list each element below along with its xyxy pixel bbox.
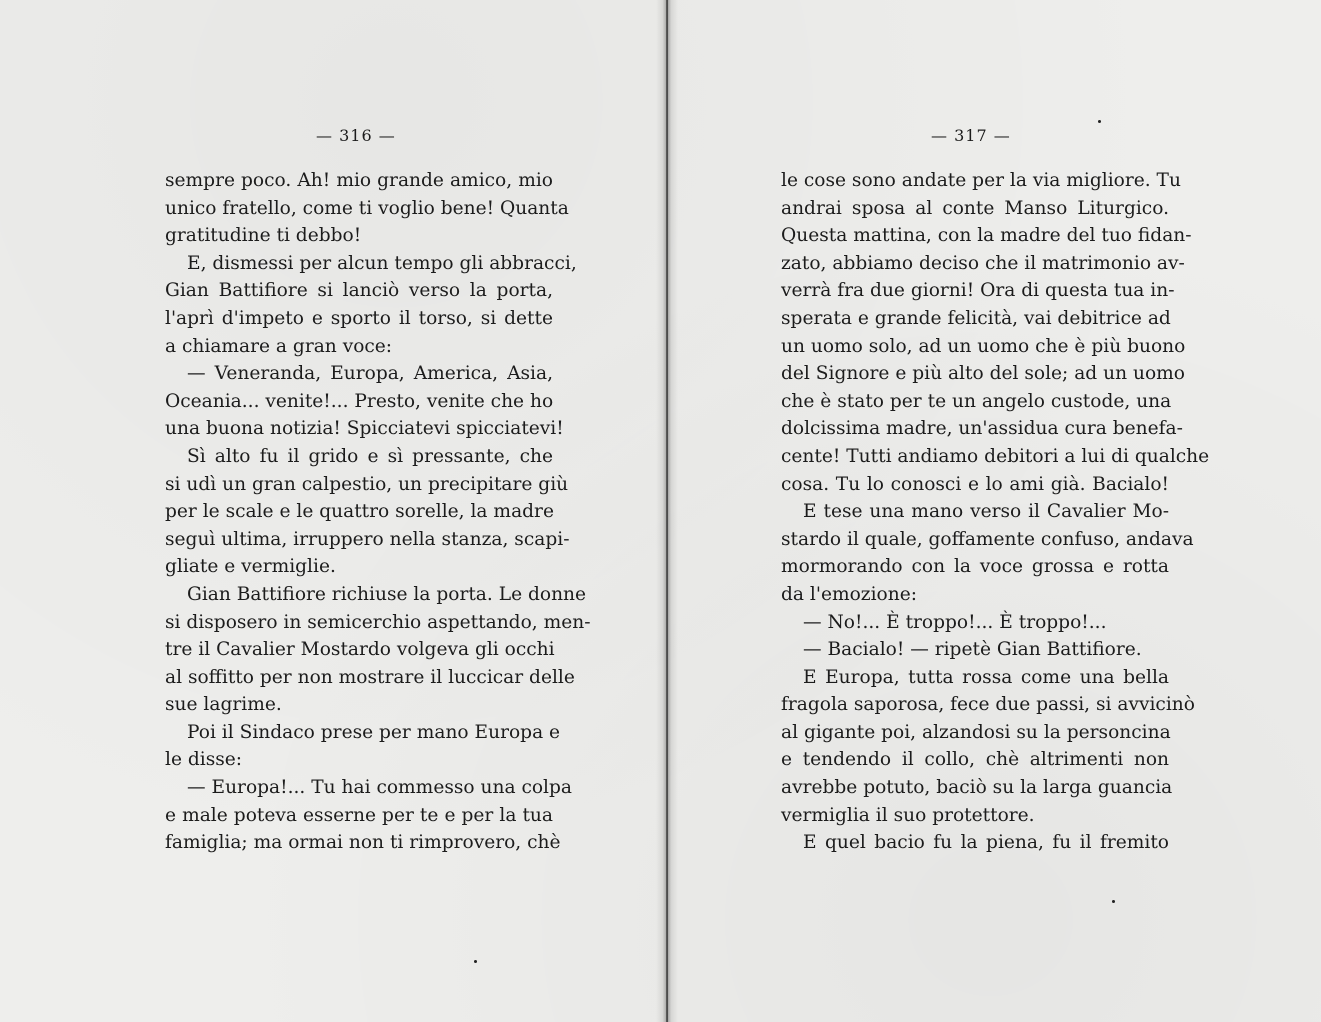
text-line: che è stato per te un angelo custode, una: [781, 390, 1172, 412]
text-line: seguì ultima, irruppero nella stanza, scapi-: [165, 528, 570, 550]
text-line: E tese una mano verso il Cavalier Mo-: [803, 501, 1169, 523]
text-line: — Europa!... Tu hai commesso una colpa: [187, 777, 572, 799]
text-line: da l'emozione:: [781, 583, 917, 605]
text-line: e male poteva esserne per te e per la tua: [165, 804, 553, 826]
book-gutter: [656, 0, 678, 1022]
text-line: cosa. Tu lo conosci e lo ami già. Bacialo!: [781, 473, 1169, 495]
text-line: per le scale e le quattro sorelle, la madre: [165, 501, 554, 523]
text-line: l'aprì d'impeto e sporto il torso, si dette: [165, 307, 553, 329]
right-page: [676, 0, 1321, 1022]
text-line: al gigante poi, alzandosi su la personcina: [781, 721, 1171, 743]
page-text: [781, 167, 1210, 857]
page-number: — 317 —: [931, 126, 1011, 145]
text-line: unico fratello, come ti voglio bene! Quanta: [165, 197, 569, 219]
text-line: gratitudine ti debbo!: [165, 225, 362, 247]
page-text: [165, 167, 591, 857]
page-speck: [474, 960, 477, 963]
text-line: E quel bacio fu la piena, fu il fremito: [803, 832, 1169, 854]
text-line: Poi il Sindaco prese per mano Europa e: [187, 721, 561, 743]
text-line: vermiglia il suo protettore.: [781, 804, 1035, 826]
text-line: avrebbe potuto, baciò su la larga guancia: [781, 777, 1173, 799]
text-line: le disse:: [165, 749, 243, 771]
text-line: verrà fra due giorni! Ora di questa tua in-: [781, 280, 1175, 302]
text-line: stardo il quale, goffamente confuso, andava: [781, 528, 1194, 550]
text-line: Gian Battifiore si lanciò verso la porta,: [165, 280, 553, 302]
text-line: a chiamare a gran voce:: [165, 335, 393, 357]
text-line: mormorando con la voce grossa e rotta: [781, 556, 1169, 578]
text-line: e tendendo il collo, chè altrimenti non: [781, 749, 1169, 771]
text-line: famiglia; ma ormai non ti rimprovero, chè: [165, 832, 561, 854]
text-line: cente! Tutti andiamo debitori a lui di qualche: [781, 445, 1210, 467]
text-line: fragola saporosa, fece due passi, si avvicinò: [781, 694, 1195, 716]
page-speck: [1112, 900, 1115, 903]
text-line: si udì un gran calpestio, un precipitare giù: [165, 473, 569, 495]
left-page: [0, 0, 660, 1022]
text-line: sperata e grande felicità, vai debitrice ad: [781, 307, 1171, 329]
text-line: dolcissima madre, un'assidua cura benefa-: [781, 418, 1183, 440]
text-line: Sì alto fu il grido e sì pressante, che: [187, 445, 553, 467]
page-number: — 316 —: [316, 126, 396, 145]
text-line: sue lagrime.: [165, 694, 282, 716]
text-line: del Signore e più alto del sole; ad un uomo: [781, 363, 1185, 385]
text-line: le cose sono andate per la via migliore. Tu: [781, 170, 1181, 191]
text-line: tre il Cavalier Mostardo volgeva gli occhi: [165, 639, 555, 661]
text-line: E, dismessi per alcun tempo gli abbracci,: [187, 252, 577, 274]
text-line: al soffitto per non mostrare il luccicar delle: [165, 666, 575, 688]
text-line: un uomo solo, ad un uomo che è più buono: [781, 335, 1186, 357]
text-line: una buona notizia! Spicciatevi spicciatevi!: [165, 418, 564, 440]
page-speck: [1098, 120, 1101, 123]
text-line: andrai sposa al conte Manso Liturgico.: [781, 197, 1169, 219]
text-line: gliate e vermiglie.: [165, 556, 336, 578]
text-line: Oceania... venite!... Presto, venite che ho: [165, 390, 554, 412]
text-line: E Europa, tutta rossa come una bella: [803, 666, 1169, 688]
text-line: Questa mattina, con la madre del tuo fidan-: [781, 225, 1192, 247]
text-line: Gian Battifiore richiuse la porta. Le donne: [187, 583, 587, 605]
text-line: si disposero in semicerchio aspettando, men-: [165, 611, 591, 633]
text-line: — Veneranda, Europa, America, Asia,: [187, 363, 553, 385]
text-line: sempre poco. Ah! mio grande amico, mio: [165, 170, 553, 191]
text-line: — No!... È troppo!... È troppo!...: [803, 611, 1107, 633]
text-line: zato, abbiamo deciso che il matrimonio av-: [781, 252, 1185, 274]
text-line: — Bacialo! — ripetè Gian Battifiore.: [803, 639, 1142, 661]
